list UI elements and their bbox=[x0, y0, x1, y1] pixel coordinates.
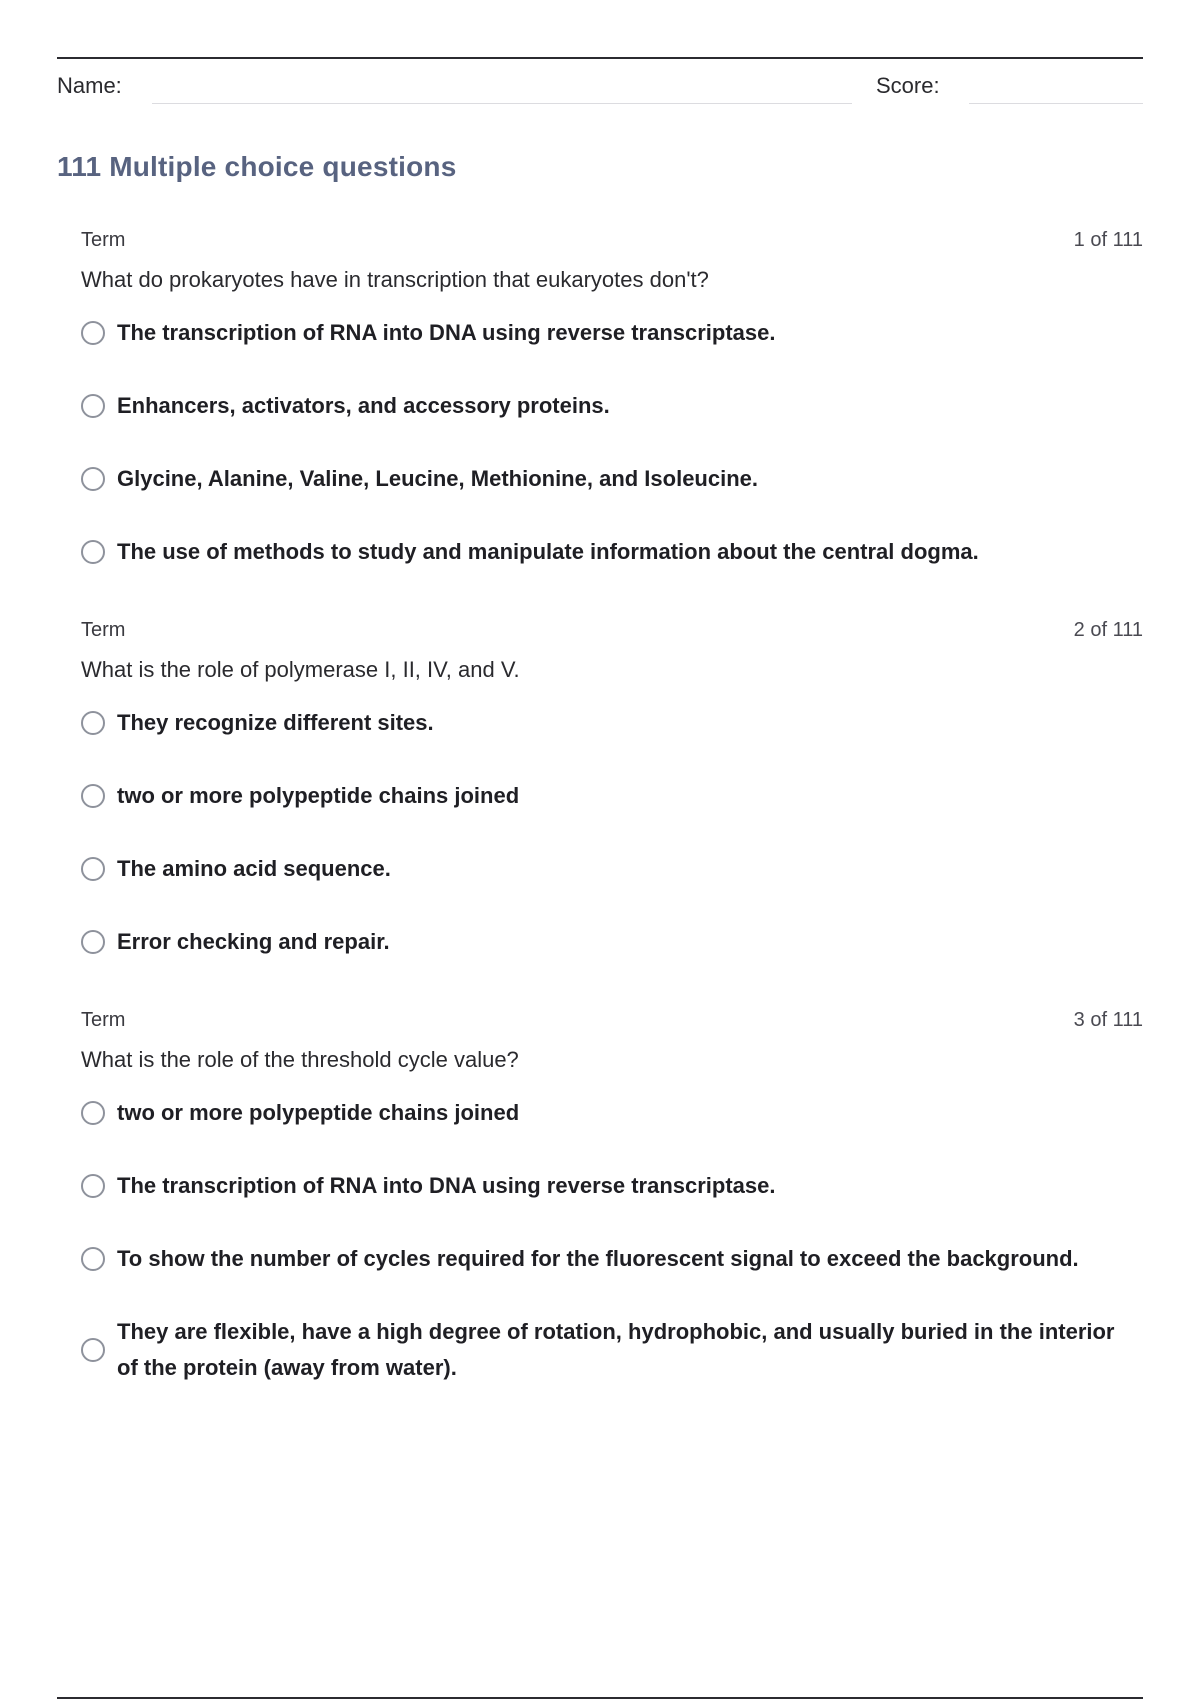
term-label: Term bbox=[81, 1009, 126, 1031]
answer-options bbox=[81, 1095, 1143, 1386]
answer-option[interactable] bbox=[81, 1168, 1143, 1204]
term-label: Term bbox=[81, 229, 126, 251]
section-title: 111 Multiple choice questions bbox=[57, 151, 457, 182]
radio-circle-icon[interactable] bbox=[81, 857, 105, 881]
question-card bbox=[81, 619, 1143, 997]
radio-circle-icon[interactable] bbox=[81, 467, 105, 491]
score-label: Score: bbox=[876, 73, 940, 98]
answer-label: The transcription of RNA into DNA using reverse transcriptase. bbox=[117, 320, 776, 345]
radio-circle-icon[interactable] bbox=[81, 394, 105, 418]
answer-option[interactable] bbox=[81, 315, 1143, 351]
answer-option[interactable] bbox=[81, 851, 1143, 887]
header-row bbox=[57, 65, 1143, 105]
answer-option[interactable] bbox=[81, 705, 1143, 741]
top-divider bbox=[57, 57, 1143, 59]
worksheet-page bbox=[57, 57, 1143, 1700]
question-counter: 2 of 111 bbox=[1073, 619, 1143, 641]
question-meta bbox=[81, 1009, 1143, 1035]
radio-circle-icon[interactable] bbox=[81, 1174, 105, 1198]
radio-circle-icon[interactable] bbox=[81, 930, 105, 954]
radio-circle-icon[interactable] bbox=[81, 784, 105, 808]
answer-label: They are flexible, have a high degree of rotation, hydrophobic, and usually buried in the interior of the protein (away from water). bbox=[117, 1319, 1115, 1380]
radio-circle-icon[interactable] bbox=[81, 711, 105, 735]
question-card bbox=[81, 1009, 1143, 1423]
answer-label: The use of methods to study and manipulate information about the central dogma. bbox=[117, 539, 979, 564]
answer-label: They recognize different sites. bbox=[117, 710, 434, 735]
radio-circle-icon[interactable] bbox=[81, 540, 105, 564]
question-meta bbox=[81, 619, 1143, 645]
answer-label: Glycine, Alanine, Valine, Leucine, Methionine, and Isoleucine. bbox=[117, 466, 759, 491]
question-text: What do prokaryotes have in transcription that eukaryotes don't? bbox=[81, 267, 709, 292]
answer-label: The transcription of RNA into DNA using reverse transcriptase. bbox=[117, 1173, 776, 1198]
radio-circle-icon[interactable] bbox=[81, 1101, 105, 1125]
answer-option[interactable] bbox=[81, 534, 1143, 570]
answer-option[interactable] bbox=[81, 1095, 1143, 1131]
question-meta bbox=[81, 229, 1143, 255]
answer-options bbox=[81, 705, 1143, 960]
question-card bbox=[81, 229, 1143, 607]
answer-option[interactable] bbox=[81, 924, 1143, 960]
question-text: What is the role of polymerase I, II, IV, and V. bbox=[81, 657, 520, 682]
question-counter: 1 of 111 bbox=[1073, 229, 1143, 251]
name-label: Name: bbox=[57, 73, 122, 98]
answer-label: The amino acid sequence. bbox=[117, 856, 391, 881]
bottom-divider bbox=[57, 1697, 1143, 1699]
radio-circle-icon[interactable] bbox=[81, 1247, 105, 1271]
name-field[interactable] bbox=[152, 103, 852, 104]
answer-label: To show the number of cycles required for the fluorescent signal to exceed the background. bbox=[117, 1246, 1079, 1271]
answer-label: Error checking and repair. bbox=[117, 929, 390, 954]
answer-label: Enhancers, activators, and accessory proteins. bbox=[117, 393, 610, 418]
answer-options bbox=[81, 315, 1143, 570]
term-label: Term bbox=[81, 619, 126, 641]
answer-label: two or more polypeptide chains joined bbox=[117, 1100, 520, 1125]
answer-option[interactable] bbox=[81, 1314, 1143, 1386]
answer-option[interactable] bbox=[81, 778, 1143, 814]
score-field[interactable] bbox=[969, 103, 1143, 104]
answer-option[interactable] bbox=[81, 461, 1143, 497]
answer-label: two or more polypeptide chains joined bbox=[117, 783, 520, 808]
radio-circle-icon[interactable] bbox=[81, 321, 105, 345]
answer-option[interactable] bbox=[81, 388, 1143, 424]
answer-option[interactable] bbox=[81, 1241, 1143, 1277]
question-text: What is the role of the threshold cycle value? bbox=[81, 1047, 519, 1072]
radio-circle-icon[interactable] bbox=[81, 1338, 105, 1362]
question-counter: 3 of 111 bbox=[1073, 1009, 1143, 1031]
